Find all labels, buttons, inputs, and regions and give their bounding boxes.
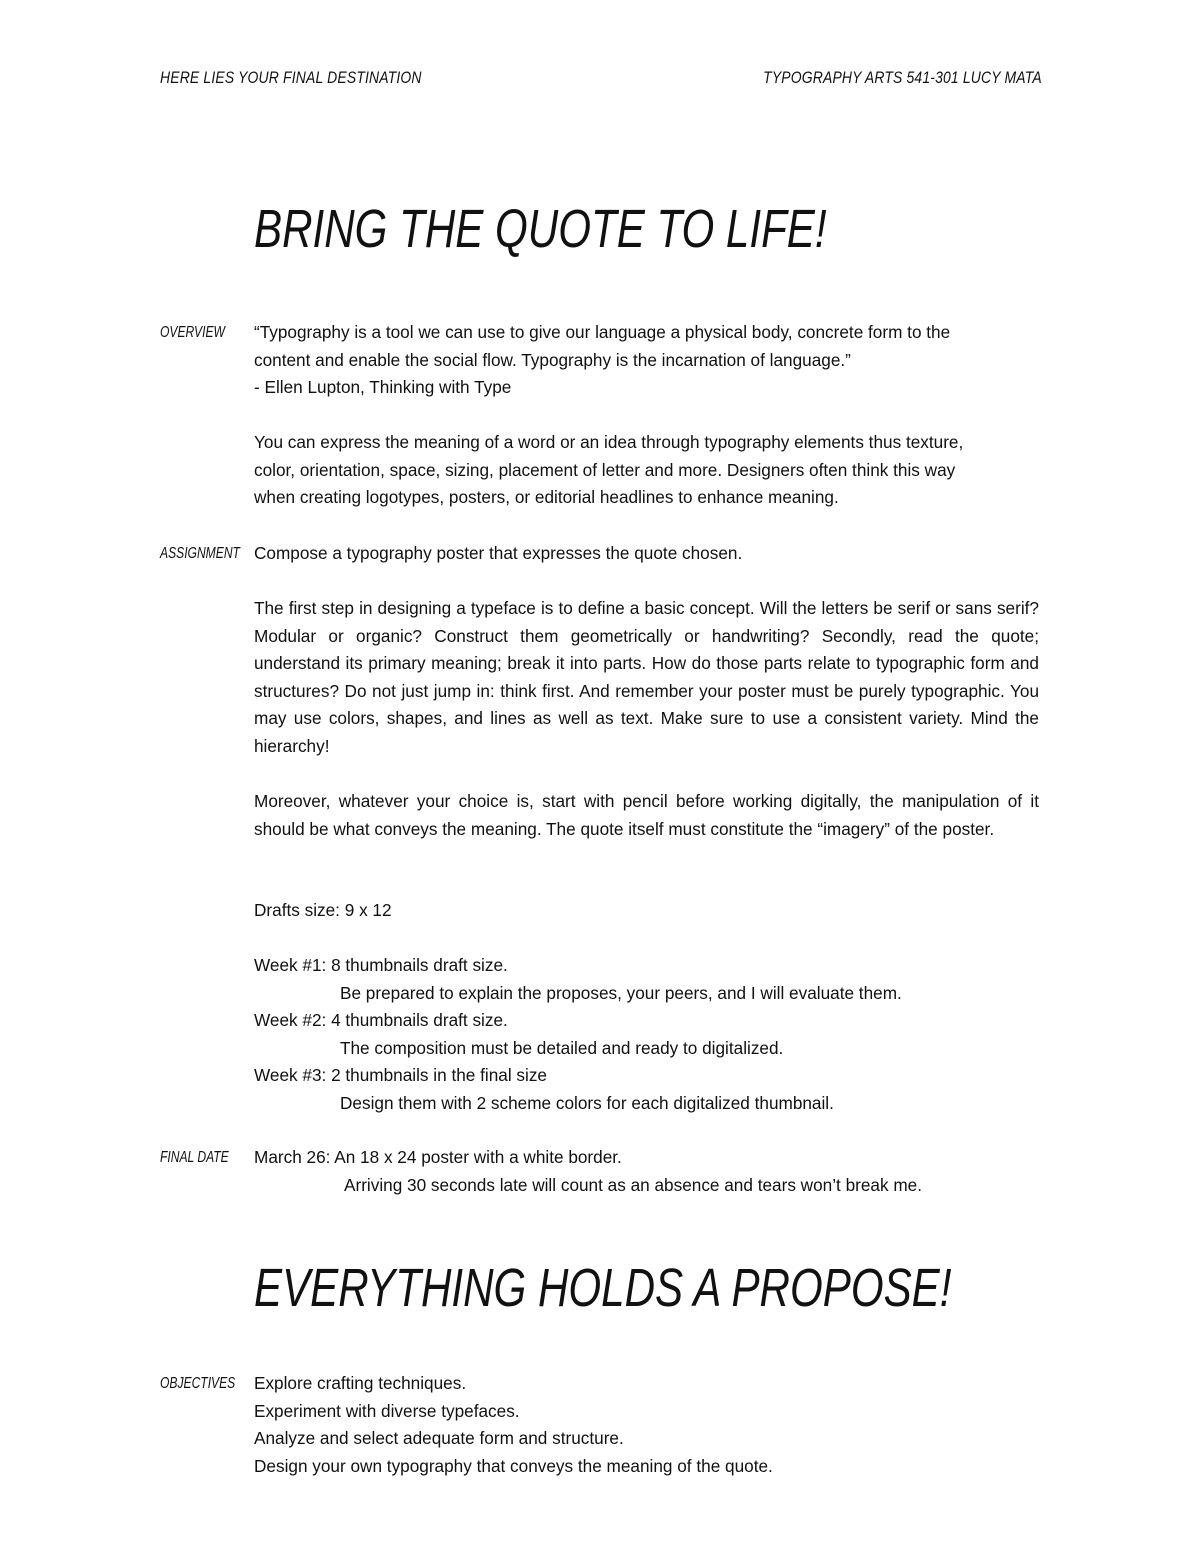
overview-attribution: - Ellen Lupton, Thinking with Type	[254, 377, 512, 397]
final-date-label: FINAL DATE	[160, 1149, 229, 1166]
objectives-list	[254, 1370, 1039, 1480]
assignment-label: ASSIGNMENT	[160, 545, 240, 562]
overview-label: OVERVIEW	[160, 324, 225, 341]
final-date-line-1: March 26: An 18 x 24 poster with a white border.	[254, 1147, 622, 1167]
overview-para-line-2: color, orientation, space, sizing, placement of letter and more. Designers often think this way	[254, 459, 956, 480]
overview-section	[254, 319, 1039, 402]
week-3-title: Week #3: 2 thumbnails in the final size	[254, 1065, 547, 1085]
headline-everything-purpose: EVERYTHING HOLDS A PROPOSE!	[254, 1258, 952, 1318]
overview-quote-line-2: content and enable the social flow. Typography is the incarnation of language.”	[254, 349, 851, 370]
objectives-label: OBJECTIVES	[160, 1375, 236, 1392]
overview-paragraph	[254, 429, 1039, 512]
overview-para-line-3: when creating logotypes, posters, or editorial headlines to enhance meaning.	[254, 487, 839, 507]
header-course-info: TYPOGRAPHY ARTS 541-301 LUCY MATA	[763, 68, 1042, 87]
overview-quote-line-1: “Typography is a tool we can use to give our language a physical body, concrete form to the	[254, 322, 951, 342]
objective-item: Analyze and select adequate form and structure.	[254, 1428, 624, 1448]
drafts-size: Drafts size: 9 x 12	[254, 900, 392, 920]
assignment-intro: Compose a typography poster that expresses the quote chosen.	[254, 543, 743, 563]
week-2-detail: The composition must be detailed and ready to digitalized.	[340, 1037, 784, 1058]
week-1-detail: Be prepared to explain the proposes, your peers, and I will evaluate them.	[340, 982, 902, 1003]
headline-bring-quote: BRING THE QUOTE TO LIFE!	[254, 199, 827, 259]
objective-item: Explore crafting techniques.	[254, 1373, 467, 1393]
assignment-paragraph-2: Moreover, whatever your choice is, start with pencil before working digitally, the manipulation of it should be what conveys the meaning. The quote itself must constitute the “imagery” of the poster.	[254, 791, 1039, 839]
objective-item: Design your own typography that conveys the meaning of the quote.	[254, 1455, 773, 1476]
week-2-title: Week #2: 4 thumbnails draft size.	[254, 1010, 508, 1030]
header-left-title: HERE LIES YOUR FINAL DESTINATION	[160, 68, 422, 87]
final-date-section	[254, 1144, 1039, 1199]
final-date-line-2: Arriving 30 seconds late will count as an absence and tears won’t break me.	[344, 1174, 923, 1195]
weekly-schedule	[254, 952, 1039, 1117]
overview-para-line-1: You can express the meaning of a word or an idea through typography elements thus texture,	[254, 432, 964, 452]
objective-item: Experiment with diverse typefaces.	[254, 1400, 520, 1421]
week-3-detail: Design them with 2 scheme colors for each digitalized thumbnail.	[340, 1092, 834, 1113]
week-1-title: Week #1: 8 thumbnails draft size.	[254, 955, 508, 975]
assignment-paragraph-1: The first step in designing a typeface is to define a basic concept. Will the letters be serif or sans serif? Modular or organic? Construct them geometrically or handwriting? Secondly, read the quote; understand its primary meaning; break it into parts. How do those parts relate to typographic form and structures? Do not just jump in: think first. And remember your poster must be purely typographic. You may use colors, shapes, and lines as well as text. Make sure to use a consistent variety. Mind the hierarchy!	[254, 598, 1039, 756]
